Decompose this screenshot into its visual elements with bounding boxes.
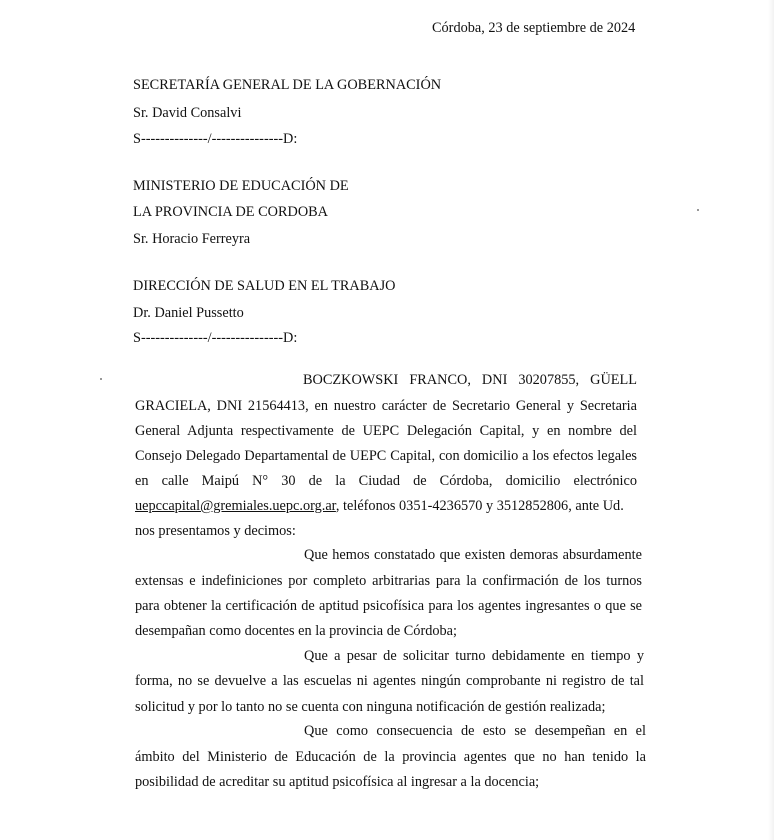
para3-line-2: ámbito del Ministerio de Educación de la provincia agentes que no han tenido la bbox=[135, 749, 646, 765]
intro-line-6-rest: , teléfonos 0351-4236570 y 3512852806, ante Ud. bbox=[335, 498, 624, 514]
intro-line-7: nos presentamos y decimos: bbox=[135, 523, 296, 539]
intro-line-2: GRACIELA, DNI 21564413, en nuestro carácter de Secretario General y Secretaria bbox=[135, 398, 637, 414]
para2-line-2: forma, no se devuelve a las escuelas ni agentes ningún comprobante ni registro de tal bbox=[135, 673, 644, 689]
intro-line-4: Consejo Delegado Departamental de UEPC Capital, con domicilio a los efectos legales bbox=[135, 448, 637, 464]
scan-edge-shadow bbox=[768, 0, 774, 840]
recipient-1-salutation: S--------------/---------------D: bbox=[133, 131, 298, 147]
para1-line-2: extensas e indefiniciones por completo arbitrarias para la confirmación de los turnos bbox=[135, 573, 642, 589]
recipient-2-office-line1: MINISTERIO DE EDUCACIÓN DE bbox=[133, 178, 349, 194]
recipient-3-name: Dr. Daniel Pussetto bbox=[133, 305, 244, 321]
recipient-3-office: DIRECCIÓN DE SALUD EN EL TRABAJO bbox=[133, 278, 396, 294]
para3-line-3: posibilidad de acreditar su aptitud psicofísica al ingresar a la docencia; bbox=[135, 774, 540, 790]
recipient-3-salutation: S--------------/---------------D: bbox=[133, 330, 298, 346]
recipient-2-office-line2: LA PROVINCIA DE CORDOBA bbox=[133, 204, 329, 220]
email-link[interactable]: uepccapital@gremiales.uepc.org.ar bbox=[135, 498, 336, 514]
recipient-2-name: Sr. Horacio Ferreyra bbox=[133, 231, 251, 247]
recipient-1-office: SECRETARÍA GENERAL DE LA GOBERNACIÓN bbox=[133, 77, 442, 93]
intro-line-5: en calle Maipú N° 30 de la Ciudad de Córdoba, domicilio electrónico bbox=[135, 473, 637, 489]
intro-line-3: General Adjunta respectivamente de UEPC Delegación Capital, y en nombre del bbox=[135, 423, 637, 439]
para2-line-1: Que a pesar de solicitar turno debidamente en tiempo y bbox=[304, 648, 644, 664]
para3-line-1: Que como consecuencia de esto se desempeñan en el bbox=[304, 723, 646, 739]
date-line: Córdoba, 23 de septiembre de 2024 bbox=[432, 20, 636, 36]
scan-speck bbox=[697, 209, 699, 211]
intro-line-6 bbox=[135, 499, 624, 513]
recipient-1-name: Sr. David Consalvi bbox=[133, 105, 242, 121]
para1-line-1: Que hemos constatado que existen demoras absurdamente bbox=[304, 547, 642, 563]
para1-line-3: para obtener la certificación de aptitud psicofísica para los agentes ingresantes o que se bbox=[135, 598, 642, 614]
para2-line-3: solicitud y por lo tanto no se cuenta con ninguna notificación de gestión realizada; bbox=[135, 699, 606, 715]
scan-speck bbox=[100, 378, 102, 380]
intro-line-1: BOCZKOWSKI FRANCO, DNI 30207855, GÜELL bbox=[303, 372, 637, 388]
para1-line-4: desempañan como docentes en la provincia de Córdoba; bbox=[135, 623, 457, 639]
